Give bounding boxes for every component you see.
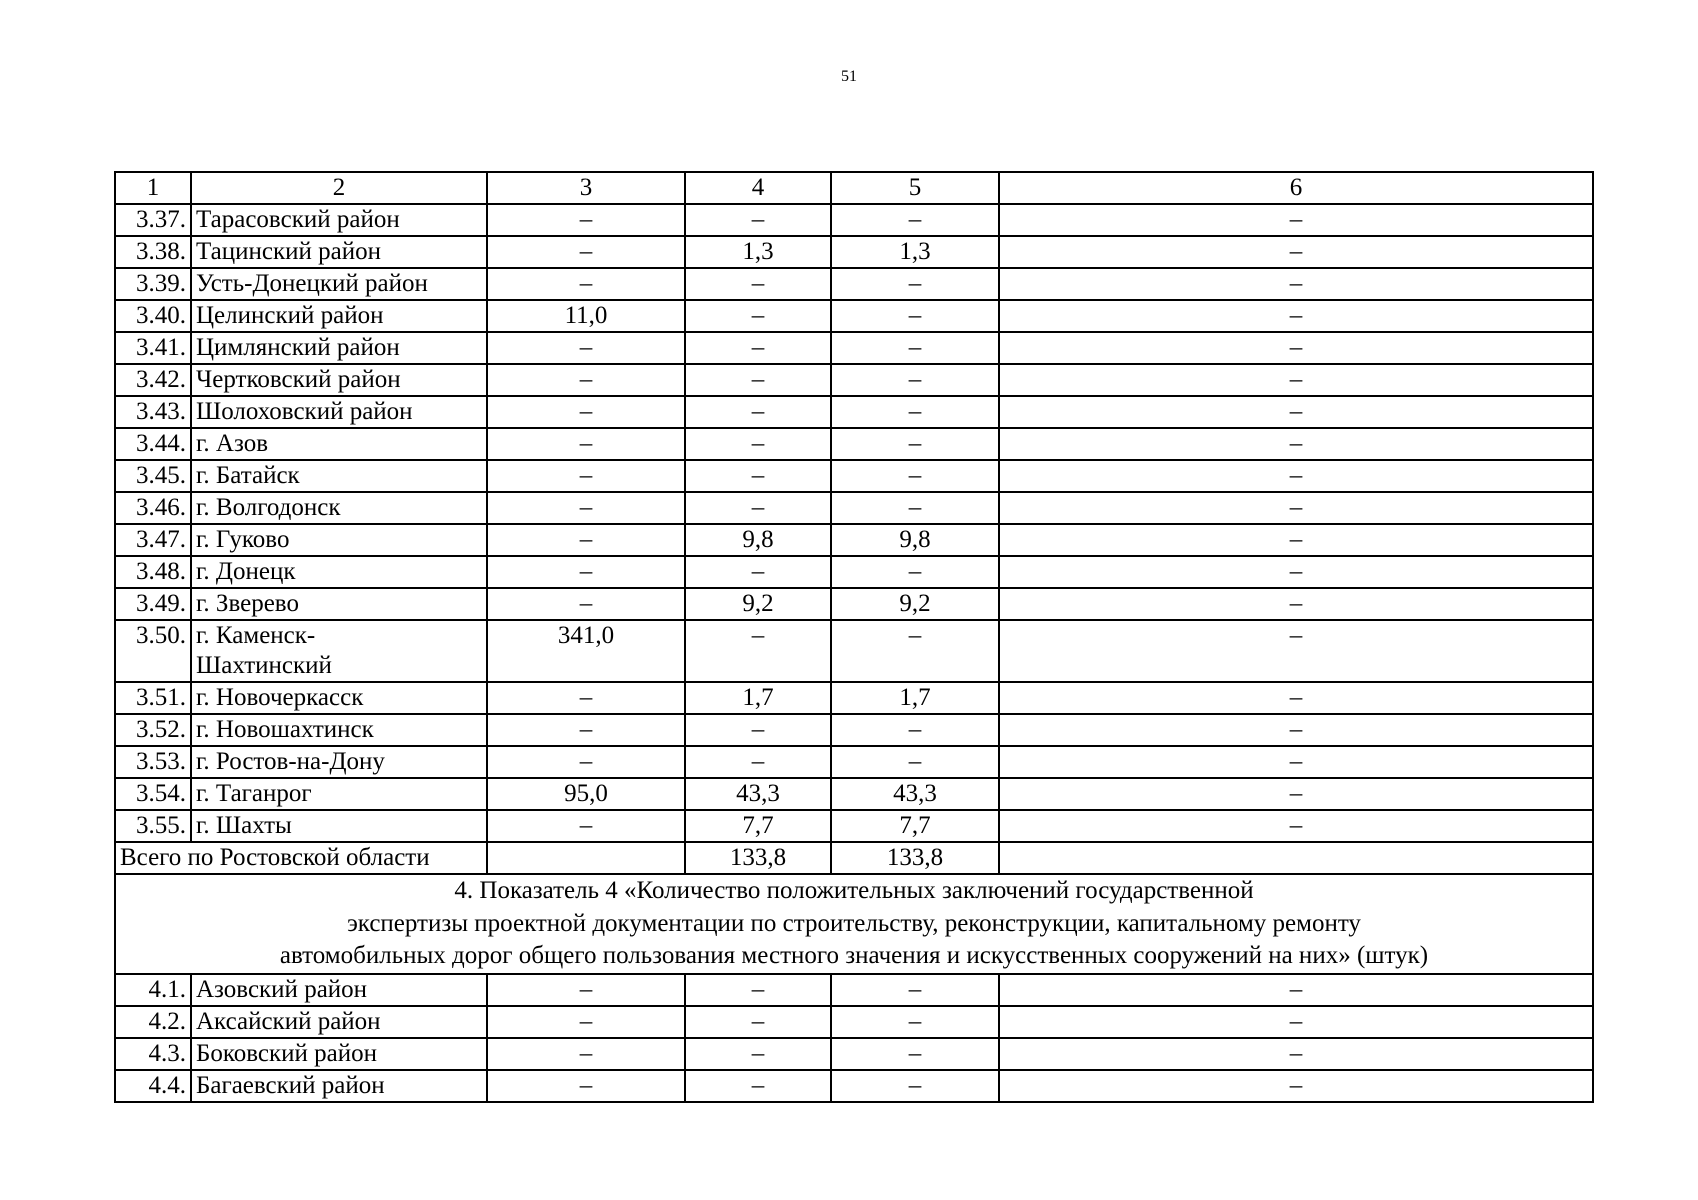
row-number: 3.51.	[115, 682, 191, 714]
row-name: Цимлянский район	[191, 332, 487, 364]
cell-col6: –	[999, 268, 1593, 300]
cell-col4: 9,2	[685, 588, 831, 620]
row-number: 3.55.	[115, 810, 191, 842]
cell-col6: –	[999, 364, 1593, 396]
table-row	[115, 332, 1593, 364]
cell-col4: –	[685, 492, 831, 524]
cell-col5: –	[831, 364, 999, 396]
row-number: 3.52.	[115, 714, 191, 746]
page-number: 51	[841, 68, 857, 85]
row-name: г. Новочеркасск	[191, 682, 487, 714]
cell-col5: 1,3	[831, 236, 999, 268]
column-header-5: 5	[831, 172, 999, 204]
total-col3	[487, 842, 685, 874]
cell-col5: 43,3	[831, 778, 999, 810]
cell-col5: –	[831, 974, 999, 1006]
cell-col4: –	[685, 1070, 831, 1102]
cell-col6: –	[999, 428, 1593, 460]
cell-col4: –	[685, 556, 831, 588]
cell-col3: –	[487, 682, 685, 714]
cell-col6: –	[999, 746, 1593, 778]
row-number: 3.48.	[115, 556, 191, 588]
cell-col5: –	[831, 204, 999, 236]
cell-col4: 1,3	[685, 236, 831, 268]
table-row	[115, 300, 1593, 332]
cell-col6: –	[999, 236, 1593, 268]
table-row	[115, 778, 1593, 810]
cell-col5: –	[831, 620, 999, 682]
cell-col5: –	[831, 492, 999, 524]
row-number: 4.3.	[115, 1038, 191, 1070]
row-number: 3.38.	[115, 236, 191, 268]
cell-col4: 1,7	[685, 682, 831, 714]
cell-col6: –	[999, 1038, 1593, 1070]
cell-col6: –	[999, 1070, 1593, 1102]
row-name: Боковский район	[191, 1038, 487, 1070]
row-number: 4.2.	[115, 1006, 191, 1038]
row-name	[191, 620, 487, 682]
cell-col5: –	[831, 460, 999, 492]
cell-col5: 7,7	[831, 810, 999, 842]
row-name: г. Новошахтинск	[191, 714, 487, 746]
table-row	[115, 714, 1593, 746]
column-header-6: 6	[999, 172, 1593, 204]
table-row	[115, 460, 1593, 492]
row-name: г. Шахты	[191, 810, 487, 842]
row-name: г. Таганрог	[191, 778, 487, 810]
row-name: г. Батайск	[191, 460, 487, 492]
cell-col4: –	[685, 1038, 831, 1070]
cell-col6: –	[999, 1006, 1593, 1038]
cell-col6: –	[999, 620, 1593, 682]
cell-col4: 9,8	[685, 524, 831, 556]
table-row	[115, 492, 1593, 524]
cell-col3: –	[487, 746, 685, 778]
cell-col3: –	[487, 268, 685, 300]
table-row	[115, 396, 1593, 428]
row-number: 3.49.	[115, 588, 191, 620]
cell-col6: –	[999, 204, 1593, 236]
cell-col6: –	[999, 300, 1593, 332]
row-name: Шолоховский район	[191, 396, 487, 428]
row-name-line-1: г. Каменск-	[196, 622, 316, 649]
row-name: г. Зверево	[191, 588, 487, 620]
row-number: 4.1.	[115, 974, 191, 1006]
row-number: 3.50.	[115, 620, 191, 682]
cell-col4: –	[685, 974, 831, 1006]
cell-col5: –	[831, 300, 999, 332]
cell-col3: –	[487, 364, 685, 396]
column-header-3: 3	[487, 172, 685, 204]
indicator-table	[114, 171, 1594, 1103]
cell-col6: –	[999, 460, 1593, 492]
cell-col5: –	[831, 268, 999, 300]
row-name: Тарасовский район	[191, 204, 487, 236]
table-row	[115, 746, 1593, 778]
column-header-1: 1	[115, 172, 191, 204]
cell-col6: –	[999, 714, 1593, 746]
cell-col4: –	[685, 396, 831, 428]
table-row	[115, 588, 1593, 620]
section-heading-line-2: экспертизы проектной документации по строительству, реконструкции, капитальному ремонту	[347, 909, 1361, 937]
cell-col4: –	[685, 300, 831, 332]
cell-col4: –	[685, 428, 831, 460]
table-row	[115, 1006, 1593, 1038]
table-body	[115, 172, 1593, 1102]
cell-col4: –	[685, 364, 831, 396]
cell-col3: –	[487, 236, 685, 268]
cell-col5: –	[831, 714, 999, 746]
cell-col3: –	[487, 460, 685, 492]
cell-col4: 7,7	[685, 810, 831, 842]
row-name: г. Волгодонск	[191, 492, 487, 524]
cell-col3: –	[487, 1006, 685, 1038]
cell-col4: –	[685, 332, 831, 364]
total-col6	[999, 842, 1593, 874]
cell-col6: –	[999, 588, 1593, 620]
cell-col4: –	[685, 746, 831, 778]
column-number-header-row	[115, 172, 1593, 204]
cell-col5: –	[831, 746, 999, 778]
row-name: Багаевский район	[191, 1070, 487, 1102]
row-number: 3.41.	[115, 332, 191, 364]
cell-col4: –	[685, 460, 831, 492]
row-number: 3.45.	[115, 460, 191, 492]
row-number: 3.37.	[115, 204, 191, 236]
cell-col3: –	[487, 332, 685, 364]
cell-col5: 9,2	[831, 588, 999, 620]
cell-col3: –	[487, 492, 685, 524]
cell-col6: –	[999, 682, 1593, 714]
cell-col5: 1,7	[831, 682, 999, 714]
cell-col6: –	[999, 332, 1593, 364]
table-row	[115, 204, 1593, 236]
row-number: 3.39.	[115, 268, 191, 300]
cell-col5: –	[831, 1038, 999, 1070]
row-number: 3.40.	[115, 300, 191, 332]
cell-col3: 341,0	[487, 620, 685, 682]
cell-col3: –	[487, 396, 685, 428]
cell-col6: –	[999, 974, 1593, 1006]
row-number: 3.46.	[115, 492, 191, 524]
cell-col3: 11,0	[487, 300, 685, 332]
cell-col5: –	[831, 396, 999, 428]
cell-col6: –	[999, 810, 1593, 842]
cell-col3: –	[487, 810, 685, 842]
cell-col3: –	[487, 714, 685, 746]
cell-col5: –	[831, 556, 999, 588]
table-row	[115, 524, 1593, 556]
cell-col3: –	[487, 556, 685, 588]
cell-col3: –	[487, 524, 685, 556]
cell-col5: 9,8	[831, 524, 999, 556]
total-row	[115, 842, 1593, 874]
row-name: г. Ростов-на-Дону	[191, 746, 487, 778]
row-number: 3.47.	[115, 524, 191, 556]
total-label: Всего по Ростовской области	[115, 842, 487, 874]
table-row	[115, 268, 1593, 300]
cell-col5: –	[831, 428, 999, 460]
row-number: 3.54.	[115, 778, 191, 810]
cell-col4: –	[685, 620, 831, 682]
cell-col3: 95,0	[487, 778, 685, 810]
section-heading-row	[115, 874, 1593, 974]
table-row	[115, 620, 1593, 682]
cell-col4: –	[685, 204, 831, 236]
row-number: 3.44.	[115, 428, 191, 460]
row-name: Целинский район	[191, 300, 487, 332]
cell-col6: –	[999, 524, 1593, 556]
table-row	[115, 428, 1593, 460]
row-number: 3.53.	[115, 746, 191, 778]
table-row	[115, 974, 1593, 1006]
cell-col3: –	[487, 428, 685, 460]
cell-col3: –	[487, 204, 685, 236]
column-header-4: 4	[685, 172, 831, 204]
section-heading-line-1: 4. Показатель 4 «Количество положительных заключений государственной	[454, 877, 1254, 904]
cell-col5: –	[831, 1070, 999, 1102]
row-name-line-2: Шахтинский	[196, 652, 332, 679]
row-name: Тацинский район	[191, 236, 487, 268]
cell-col6: –	[999, 556, 1593, 588]
cell-col6: –	[999, 778, 1593, 810]
row-name: г. Донецк	[191, 556, 487, 588]
cell-col4: –	[685, 714, 831, 746]
section-heading-line-3: автомобильных дорог общего пользования местного значения и искусственных сооружений на них» (штук)	[279, 942, 1429, 969]
table-row	[115, 682, 1593, 714]
row-name: Усть-Донецкий район	[191, 268, 487, 300]
row-number: 3.42.	[115, 364, 191, 396]
row-name: г. Азов	[191, 428, 487, 460]
cell-col3: –	[487, 1038, 685, 1070]
cell-col5: –	[831, 1006, 999, 1038]
cell-col4: –	[685, 268, 831, 300]
cell-col4: –	[685, 1006, 831, 1038]
row-name: г. Гуково	[191, 524, 487, 556]
cell-col6: –	[999, 396, 1593, 428]
table-row	[115, 236, 1593, 268]
table-row	[115, 810, 1593, 842]
total-col4: 133,8	[685, 842, 831, 874]
table-row	[115, 556, 1593, 588]
column-header-2: 2	[191, 172, 487, 204]
row-number: 3.43.	[115, 396, 191, 428]
row-name: Аксайский район	[191, 1006, 487, 1038]
row-name: Азовский район	[191, 974, 487, 1006]
cell-col3: –	[487, 1070, 685, 1102]
total-col5: 133,8	[831, 842, 999, 874]
cell-col4: 43,3	[685, 778, 831, 810]
cell-col6: –	[999, 492, 1593, 524]
table-row	[115, 1038, 1593, 1070]
row-number: 4.4.	[115, 1070, 191, 1102]
cell-col3: –	[487, 588, 685, 620]
table-row	[115, 364, 1593, 396]
section-4-heading	[115, 874, 1593, 974]
cell-col3: –	[487, 974, 685, 1006]
table-row	[115, 1070, 1593, 1102]
cell-col5: –	[831, 332, 999, 364]
row-name: Чертковский район	[191, 364, 487, 396]
